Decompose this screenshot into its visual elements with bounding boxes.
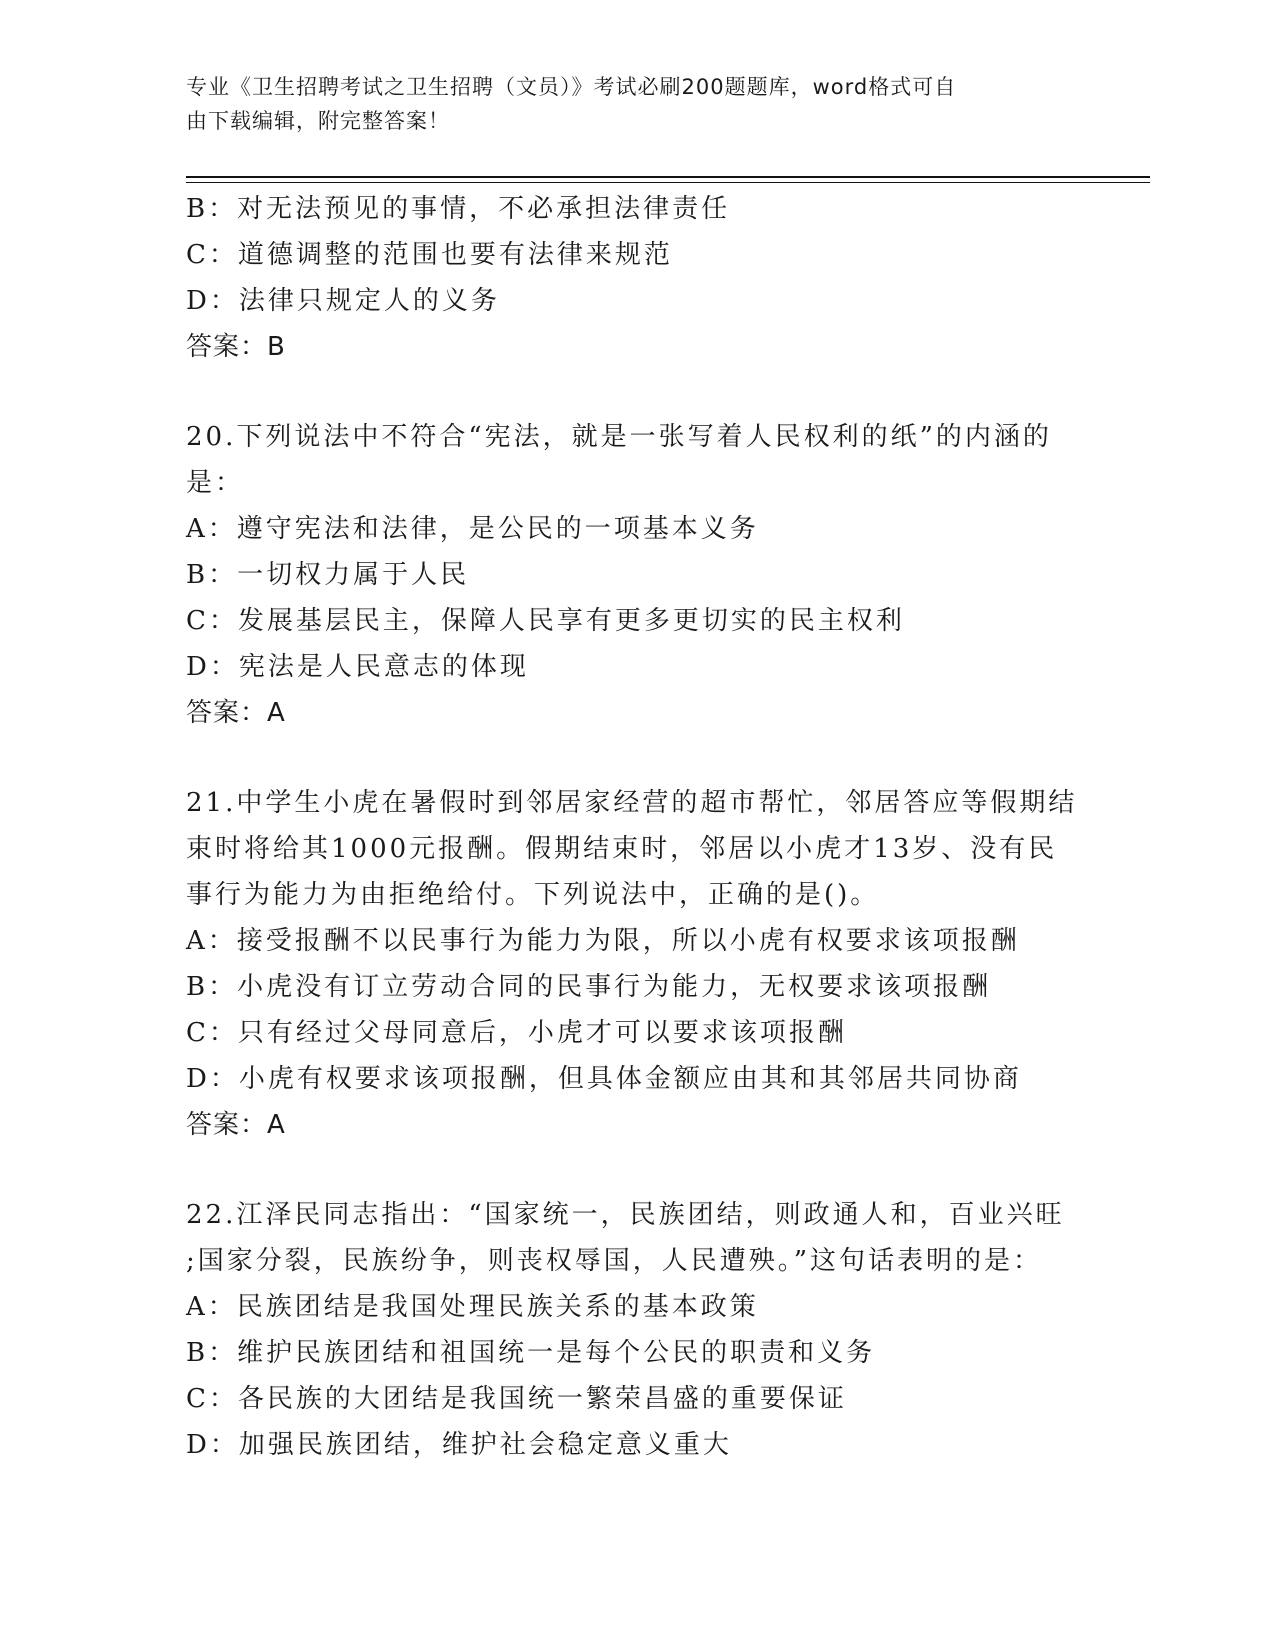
question-text: 是： <box>186 468 245 498</box>
option-d: D：宪法是人民意志的体现 <box>186 652 529 682</box>
header-rule-thick <box>186 176 1150 178</box>
answer: 答案：B <box>186 332 286 362</box>
question-20 <box>186 414 1086 736</box>
question-text: 22.江泽民同志指出：“国家统一，民族团结，则政通人和，百业兴旺 <box>186 1200 1065 1230</box>
option-b: B：一切权力属于人民 <box>186 560 470 590</box>
question-text: 20.下列说法中不符合“宪法，就是一张写着人民权利的纸”的内涵的 <box>186 422 1052 452</box>
option-a: A：接受报酬不以民事行为能力为限，所以小虎有权要求该项报酬 <box>186 926 1020 956</box>
header-rule-thin <box>186 182 1150 183</box>
option-d: D：小虎有权要求该项报酬，但具体金额应由其和其邻居共同协商 <box>186 1064 1022 1094</box>
question-text: 事行为能力为由拒绝给付。下列说法中，正确的是()。 <box>186 880 880 910</box>
question-22 <box>186 1192 1086 1468</box>
question-text: 21.中学生小虎在暑假时到邻居家经营的超市帮忙，邻居答应等假期结 <box>186 788 1078 818</box>
document-body <box>186 186 1086 1468</box>
question-21 <box>186 780 1086 1148</box>
header-line-1: 专业《卫生招聘考试之卫生招聘（文员）》考试必刷200题题库，word格式可自 <box>186 75 957 99</box>
option-c: C：道德调整的范围也要有法律来规范 <box>186 240 673 270</box>
option-a: A：民族团结是我国处理民族关系的基本政策 <box>186 1292 759 1322</box>
option-d: D：加强民族团结，维护社会稳定意义重大 <box>186 1430 732 1460</box>
option-b: B：小虎没有订立劳动合同的民事行为能力，无权要求该项报酬 <box>186 972 992 1002</box>
option-c: C：各民族的大团结是我国统一繁荣昌盛的重要保证 <box>186 1384 847 1414</box>
question-text: ;国家分裂，民族纷争，则丧权辱国，人民遭殃。”这句话表明的是： <box>186 1246 1043 1276</box>
option-c: C：只有经过父母同意后，小虎才可以要求该项报酬 <box>186 1018 847 1048</box>
option-a: A：遵守宪法和法律，是公民的一项基本义务 <box>186 514 759 544</box>
document-header <box>186 70 1066 138</box>
option-c: C：发展基层民主，保障人民享有更多更切实的民主权利 <box>186 606 905 636</box>
option-b: B：对无法预见的事情，不必承担法律责任 <box>186 194 731 224</box>
option-b: B：维护民族团结和祖国统一是每个公民的职责和义务 <box>186 1338 876 1368</box>
answer: 答案：A <box>186 1110 286 1140</box>
answer: 答案：A <box>186 698 286 728</box>
header-line-2: 由下载编辑，附完整答案！ <box>186 109 450 133</box>
question-text: 束时将给其1000元报酬。假期结束时，邻居以小虎才13岁、没有民 <box>186 834 1058 864</box>
question-19-tail <box>186 186 1086 370</box>
option-d: D：法律只规定人的义务 <box>186 286 500 316</box>
